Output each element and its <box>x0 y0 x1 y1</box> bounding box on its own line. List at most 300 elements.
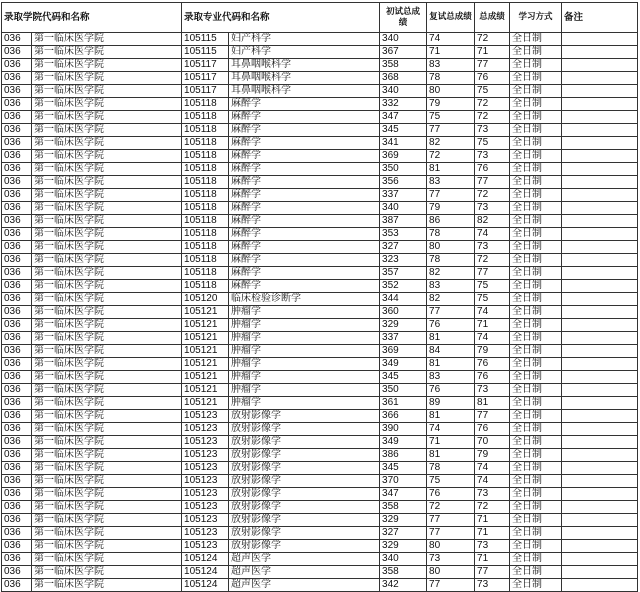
major-code-cell: 105124 <box>182 579 229 592</box>
college-name-cell: 第一临床医学院 <box>32 319 182 332</box>
retest-score-cell: 78 <box>427 228 475 241</box>
retest-score-cell: 82 <box>427 293 475 306</box>
study-mode-cell: 全日制 <box>510 566 562 579</box>
retest-score-cell: 84 <box>427 345 475 358</box>
initial-score-cell: 358 <box>380 59 427 72</box>
major-name-cell: 肿瘤学 <box>229 319 380 332</box>
college-code-cell: 036 <box>2 163 32 176</box>
major-code-cell: 105118 <box>182 137 229 150</box>
major-code-cell: 105118 <box>182 267 229 280</box>
study-mode-cell: 全日制 <box>510 280 562 293</box>
initial-score-cell: 345 <box>380 124 427 137</box>
college-name-cell: 第一临床医学院 <box>32 332 182 345</box>
major-name-cell: 麻醉学 <box>229 215 380 228</box>
major-name-cell: 妇产科学 <box>229 46 380 59</box>
college-name-cell: 第一临床医学院 <box>32 410 182 423</box>
table-row <box>2 553 638 566</box>
note-cell <box>562 202 638 215</box>
major-code-cell: 105117 <box>182 85 229 98</box>
note-cell <box>562 189 638 202</box>
total-score-cell: 73 <box>475 579 510 592</box>
table-body <box>2 33 638 592</box>
note-cell <box>562 254 638 267</box>
college-code-cell: 036 <box>2 98 32 111</box>
table-row <box>2 449 638 462</box>
major-name-cell: 放射影像学 <box>229 540 380 553</box>
college-code-cell: 036 <box>2 488 32 501</box>
retest-score-cell: 72 <box>427 501 475 514</box>
admission-score-table <box>1 2 638 592</box>
study-mode-cell: 全日制 <box>510 124 562 137</box>
college-code-cell: 036 <box>2 384 32 397</box>
initial-score-cell: 349 <box>380 358 427 371</box>
college-name-cell: 第一临床医学院 <box>32 72 182 85</box>
total-score-cell: 72 <box>475 98 510 111</box>
study-mode-cell: 全日制 <box>510 241 562 254</box>
header-total-score: 总成绩 <box>475 3 510 33</box>
initial-score-cell: 347 <box>380 488 427 501</box>
major-name-cell: 肿瘤学 <box>229 358 380 371</box>
initial-score-cell: 340 <box>380 85 427 98</box>
study-mode-cell: 全日制 <box>510 436 562 449</box>
total-score-cell: 72 <box>475 111 510 124</box>
major-code-cell: 105115 <box>182 33 229 46</box>
note-cell <box>562 215 638 228</box>
header-college: 录取学院代码和名称 <box>2 3 182 33</box>
note-cell <box>562 566 638 579</box>
study-mode-cell: 全日制 <box>510 553 562 566</box>
header-major: 录取专业代码和名称 <box>182 3 380 33</box>
study-mode-cell: 全日制 <box>510 189 562 202</box>
initial-score-cell: 341 <box>380 137 427 150</box>
major-name-cell: 麻醉学 <box>229 267 380 280</box>
study-mode-cell: 全日制 <box>510 306 562 319</box>
total-score-cell: 75 <box>475 293 510 306</box>
note-cell <box>562 280 638 293</box>
table-row <box>2 436 638 449</box>
table-row <box>2 228 638 241</box>
retest-score-cell: 78 <box>427 72 475 85</box>
study-mode-cell: 全日制 <box>510 397 562 410</box>
college-name-cell: 第一临床医学院 <box>32 241 182 254</box>
study-mode-cell: 全日制 <box>510 85 562 98</box>
college-code-cell: 036 <box>2 124 32 137</box>
college-name-cell: 第一临床医学院 <box>32 553 182 566</box>
table-row <box>2 202 638 215</box>
initial-score-cell: 340 <box>380 202 427 215</box>
study-mode-cell: 全日制 <box>510 319 562 332</box>
major-code-cell: 105118 <box>182 176 229 189</box>
major-name-cell: 耳鼻咽喉科学 <box>229 59 380 72</box>
table-row <box>2 46 638 59</box>
retest-score-cell: 79 <box>427 202 475 215</box>
college-name-cell: 第一临床医学院 <box>32 540 182 553</box>
initial-score-cell: 369 <box>380 150 427 163</box>
major-name-cell: 放射影像学 <box>229 436 380 449</box>
note-cell <box>562 553 638 566</box>
college-name-cell: 第一临床医学院 <box>32 202 182 215</box>
initial-score-cell: 387 <box>380 215 427 228</box>
study-mode-cell: 全日制 <box>510 176 562 189</box>
major-name-cell: 放射影像学 <box>229 423 380 436</box>
retest-score-cell: 78 <box>427 462 475 475</box>
retest-score-cell: 77 <box>427 189 475 202</box>
college-name-cell: 第一临床医学院 <box>32 215 182 228</box>
retest-score-cell: 77 <box>427 579 475 592</box>
initial-score-cell: 345 <box>380 371 427 384</box>
college-code-cell: 036 <box>2 475 32 488</box>
total-score-cell: 71 <box>475 514 510 527</box>
table-row <box>2 215 638 228</box>
college-name-cell: 第一临床医学院 <box>32 124 182 137</box>
retest-score-cell: 89 <box>427 397 475 410</box>
college-code-cell: 036 <box>2 449 32 462</box>
total-score-cell: 72 <box>475 189 510 202</box>
major-code-cell: 105118 <box>182 228 229 241</box>
initial-score-cell: 329 <box>380 514 427 527</box>
total-score-cell: 76 <box>475 371 510 384</box>
college-name-cell: 第一临床医学院 <box>32 462 182 475</box>
college-code-cell: 036 <box>2 306 32 319</box>
table-row <box>2 306 638 319</box>
major-code-cell: 105124 <box>182 553 229 566</box>
total-score-cell: 77 <box>475 267 510 280</box>
major-name-cell: 耳鼻咽喉科学 <box>229 72 380 85</box>
initial-score-cell: 352 <box>380 280 427 293</box>
college-name-cell: 第一临床医学院 <box>32 371 182 384</box>
study-mode-cell: 全日制 <box>510 345 562 358</box>
major-code-cell: 105123 <box>182 462 229 475</box>
note-cell <box>562 410 638 423</box>
retest-score-cell: 81 <box>427 410 475 423</box>
major-code-cell: 105123 <box>182 488 229 501</box>
total-score-cell: 76 <box>475 423 510 436</box>
college-name-cell: 第一临床医学院 <box>32 150 182 163</box>
major-code-cell: 105121 <box>182 371 229 384</box>
note-cell <box>562 124 638 137</box>
initial-score-cell: 340 <box>380 553 427 566</box>
initial-score-cell: 342 <box>380 579 427 592</box>
initial-score-cell: 369 <box>380 345 427 358</box>
college-code-cell: 036 <box>2 241 32 254</box>
initial-score-cell: 361 <box>380 397 427 410</box>
college-name-cell: 第一临床医学院 <box>32 163 182 176</box>
initial-score-cell: 337 <box>380 332 427 345</box>
total-score-cell: 79 <box>475 345 510 358</box>
initial-score-cell: 344 <box>380 293 427 306</box>
study-mode-cell: 全日制 <box>510 488 562 501</box>
study-mode-cell: 全日制 <box>510 384 562 397</box>
college-name-cell: 第一临床医学院 <box>32 111 182 124</box>
note-cell <box>562 358 638 371</box>
initial-score-cell: 349 <box>380 436 427 449</box>
table-row <box>2 540 638 553</box>
table-row <box>2 527 638 540</box>
retest-score-cell: 77 <box>427 124 475 137</box>
table-row <box>2 189 638 202</box>
table-row <box>2 462 638 475</box>
table-row <box>2 475 638 488</box>
note-cell <box>562 98 638 111</box>
college-name-cell: 第一临床医学院 <box>32 345 182 358</box>
major-name-cell: 麻醉学 <box>229 150 380 163</box>
note-cell <box>562 514 638 527</box>
major-code-cell: 105121 <box>182 358 229 371</box>
major-code-cell: 105121 <box>182 319 229 332</box>
study-mode-cell: 全日制 <box>510 59 562 72</box>
study-mode-cell: 全日制 <box>510 163 562 176</box>
college-name-cell: 第一临床医学院 <box>32 46 182 59</box>
study-mode-cell: 全日制 <box>510 46 562 59</box>
note-cell <box>562 46 638 59</box>
college-code-cell: 036 <box>2 332 32 345</box>
initial-score-cell: 345 <box>380 462 427 475</box>
total-score-cell: 73 <box>475 488 510 501</box>
major-name-cell: 麻醉学 <box>229 241 380 254</box>
table-row <box>2 566 638 579</box>
retest-score-cell: 83 <box>427 59 475 72</box>
study-mode-cell: 全日制 <box>510 501 562 514</box>
note-cell <box>562 163 638 176</box>
retest-score-cell: 76 <box>427 488 475 501</box>
total-score-cell: 75 <box>475 85 510 98</box>
major-name-cell: 麻醉学 <box>229 137 380 150</box>
initial-score-cell: 332 <box>380 98 427 111</box>
note-cell <box>562 436 638 449</box>
major-name-cell: 放射影像学 <box>229 449 380 462</box>
header-study-mode: 学习方式 <box>510 3 562 33</box>
college-code-cell: 036 <box>2 33 32 46</box>
major-code-cell: 105118 <box>182 124 229 137</box>
college-code-cell: 036 <box>2 319 32 332</box>
total-score-cell: 72 <box>475 254 510 267</box>
initial-score-cell: 370 <box>380 475 427 488</box>
total-score-cell: 72 <box>475 501 510 514</box>
college-name-cell: 第一临床医学院 <box>32 33 182 46</box>
college-name-cell: 第一临床医学院 <box>32 280 182 293</box>
initial-score-cell: 358 <box>380 501 427 514</box>
total-score-cell: 77 <box>475 410 510 423</box>
college-code-cell: 036 <box>2 371 32 384</box>
study-mode-cell: 全日制 <box>510 267 562 280</box>
college-code-cell: 036 <box>2 514 32 527</box>
study-mode-cell: 全日制 <box>510 137 562 150</box>
note-cell <box>562 423 638 436</box>
table-row <box>2 332 638 345</box>
major-name-cell: 放射影像学 <box>229 462 380 475</box>
study-mode-cell: 全日制 <box>510 254 562 267</box>
initial-score-cell: 356 <box>380 176 427 189</box>
total-score-cell: 74 <box>475 228 510 241</box>
college-name-cell: 第一临床医学院 <box>32 85 182 98</box>
college-code-cell: 036 <box>2 137 32 150</box>
table-row <box>2 254 638 267</box>
retest-score-cell: 80 <box>427 540 475 553</box>
study-mode-cell: 全日制 <box>510 293 562 306</box>
initial-score-cell: 368 <box>380 72 427 85</box>
total-score-cell: 76 <box>475 72 510 85</box>
college-code-cell: 036 <box>2 579 32 592</box>
major-code-cell: 105118 <box>182 98 229 111</box>
college-code-cell: 036 <box>2 540 32 553</box>
major-code-cell: 105123 <box>182 436 229 449</box>
retest-score-cell: 76 <box>427 384 475 397</box>
college-code-cell: 036 <box>2 267 32 280</box>
major-code-cell: 105123 <box>182 540 229 553</box>
table-row <box>2 501 638 514</box>
college-name-cell: 第一临床医学院 <box>32 514 182 527</box>
major-name-cell: 麻醉学 <box>229 111 380 124</box>
college-code-cell: 036 <box>2 358 32 371</box>
college-name-cell: 第一临床医学院 <box>32 566 182 579</box>
college-name-cell: 第一临床医学院 <box>32 527 182 540</box>
major-code-cell: 105117 <box>182 72 229 85</box>
note-cell <box>562 293 638 306</box>
initial-score-cell: 386 <box>380 449 427 462</box>
initial-score-cell: 390 <box>380 423 427 436</box>
initial-score-cell: 367 <box>380 46 427 59</box>
table-row <box>2 397 638 410</box>
table-row <box>2 124 638 137</box>
note-cell <box>562 501 638 514</box>
major-name-cell: 麻醉学 <box>229 254 380 267</box>
header-initial-score: 初试总成绩 <box>380 3 427 33</box>
header-retest-score: 复试总成绩 <box>427 3 475 33</box>
table-row <box>2 72 638 85</box>
study-mode-cell: 全日制 <box>510 33 562 46</box>
college-name-cell: 第一临床医学院 <box>32 423 182 436</box>
table-row <box>2 579 638 592</box>
table-row <box>2 111 638 124</box>
college-name-cell: 第一临床医学院 <box>32 397 182 410</box>
study-mode-cell: 全日制 <box>510 371 562 384</box>
study-mode-cell: 全日制 <box>510 228 562 241</box>
retest-score-cell: 81 <box>427 163 475 176</box>
retest-score-cell: 83 <box>427 371 475 384</box>
note-cell <box>562 306 638 319</box>
major-code-cell: 105123 <box>182 475 229 488</box>
major-code-cell: 105123 <box>182 423 229 436</box>
major-code-cell: 105118 <box>182 111 229 124</box>
college-code-cell: 036 <box>2 46 32 59</box>
retest-score-cell: 77 <box>427 514 475 527</box>
retest-score-cell: 80 <box>427 85 475 98</box>
college-name-cell: 第一临床医学院 <box>32 488 182 501</box>
college-code-cell: 036 <box>2 202 32 215</box>
major-name-cell: 超声医学 <box>229 566 380 579</box>
header-note: 备注 <box>562 3 638 33</box>
note-cell <box>562 527 638 540</box>
retest-score-cell: 82 <box>427 267 475 280</box>
note-cell <box>562 449 638 462</box>
college-code-cell: 036 <box>2 566 32 579</box>
college-name-cell: 第一临床医学院 <box>32 267 182 280</box>
table-row <box>2 150 638 163</box>
major-name-cell: 麻醉学 <box>229 176 380 189</box>
total-score-cell: 71 <box>475 319 510 332</box>
initial-score-cell: 350 <box>380 384 427 397</box>
initial-score-cell: 353 <box>380 228 427 241</box>
total-score-cell: 73 <box>475 150 510 163</box>
initial-score-cell: 357 <box>380 267 427 280</box>
note-cell <box>562 59 638 72</box>
college-name-cell: 第一临床医学院 <box>32 436 182 449</box>
college-name-cell: 第一临床医学院 <box>32 384 182 397</box>
note-cell <box>562 267 638 280</box>
college-name-cell: 第一临床医学院 <box>32 228 182 241</box>
total-score-cell: 74 <box>475 462 510 475</box>
retest-score-cell: 81 <box>427 358 475 371</box>
study-mode-cell: 全日制 <box>510 215 562 228</box>
retest-score-cell: 71 <box>427 46 475 59</box>
initial-score-cell: 323 <box>380 254 427 267</box>
total-score-cell: 81 <box>475 397 510 410</box>
study-mode-cell: 全日制 <box>510 540 562 553</box>
college-name-cell: 第一临床医学院 <box>32 98 182 111</box>
college-code-cell: 036 <box>2 254 32 267</box>
retest-score-cell: 75 <box>427 475 475 488</box>
note-cell <box>562 488 638 501</box>
major-name-cell: 麻醉学 <box>229 280 380 293</box>
major-name-cell: 超声医学 <box>229 553 380 566</box>
college-name-cell: 第一临床医学院 <box>32 137 182 150</box>
retest-score-cell: 78 <box>427 254 475 267</box>
major-name-cell: 妇产科学 <box>229 33 380 46</box>
retest-score-cell: 76 <box>427 319 475 332</box>
major-name-cell: 肿瘤学 <box>229 397 380 410</box>
major-code-cell: 105117 <box>182 59 229 72</box>
major-name-cell: 放射影像学 <box>229 527 380 540</box>
note-cell <box>562 33 638 46</box>
major-code-cell: 105121 <box>182 384 229 397</box>
total-score-cell: 79 <box>475 449 510 462</box>
initial-score-cell: 360 <box>380 306 427 319</box>
retest-score-cell: 82 <box>427 137 475 150</box>
major-code-cell: 105121 <box>182 306 229 319</box>
total-score-cell: 75 <box>475 137 510 150</box>
note-cell <box>562 85 638 98</box>
note-cell <box>562 579 638 592</box>
total-score-cell: 76 <box>475 358 510 371</box>
major-name-cell: 麻醉学 <box>229 98 380 111</box>
major-name-cell: 放射影像学 <box>229 410 380 423</box>
major-code-cell: 105124 <box>182 566 229 579</box>
note-cell <box>562 111 638 124</box>
total-score-cell: 71 <box>475 553 510 566</box>
table-row <box>2 410 638 423</box>
table-row <box>2 293 638 306</box>
college-name-cell: 第一临床医学院 <box>32 59 182 72</box>
table-row <box>2 267 638 280</box>
initial-score-cell: 327 <box>380 241 427 254</box>
total-score-cell: 72 <box>475 33 510 46</box>
note-cell <box>562 384 638 397</box>
major-name-cell: 肿瘤学 <box>229 384 380 397</box>
major-code-cell: 105115 <box>182 46 229 59</box>
total-score-cell: 73 <box>475 202 510 215</box>
total-score-cell: 73 <box>475 124 510 137</box>
retest-score-cell: 80 <box>427 566 475 579</box>
major-name-cell: 放射影像学 <box>229 501 380 514</box>
study-mode-cell: 全日制 <box>510 150 562 163</box>
retest-score-cell: 73 <box>427 553 475 566</box>
total-score-cell: 73 <box>475 540 510 553</box>
note-cell <box>562 371 638 384</box>
total-score-cell: 82 <box>475 215 510 228</box>
major-code-cell: 105123 <box>182 501 229 514</box>
major-name-cell: 麻醉学 <box>229 202 380 215</box>
total-score-cell: 75 <box>475 280 510 293</box>
